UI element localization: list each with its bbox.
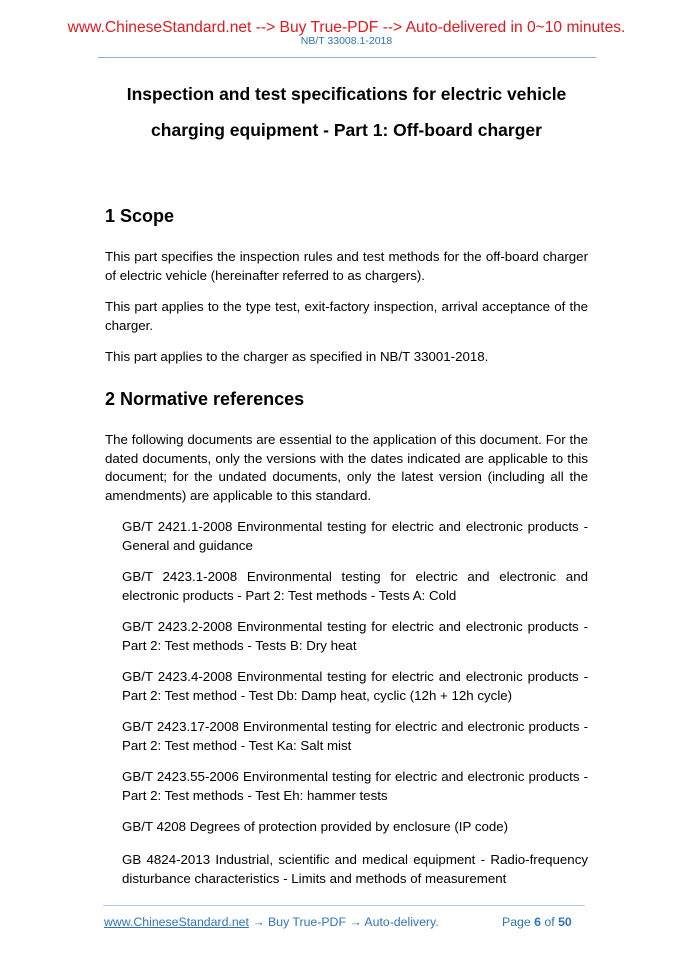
reference-item: GB/T 4208 Degrees of protection provided by enclosure (IP code)	[122, 819, 509, 834]
footer-tagline: → Buy True-PDF → Auto-delivery.	[248, 915, 439, 929]
page-label: Page	[502, 915, 531, 929]
scope-paragraph: This part applies to the type test, exit-factory inspection, arrival acceptance of the charger.	[105, 299, 588, 333]
reference-item: GB/T 2423.4-2008 Environmental testing for electric and electronic products - Part 2: Test method - Test Db: Damp heat, cyclic (12h + 12h cycle)	[122, 669, 588, 703]
normative-intro-paragraph: The following documents are essential to the application of this document. For the dated documents, only the versions with the dates indicated are applicable to this document; for the undated documents, only the latest version (including all the amendments) are applicable to this standard.	[105, 432, 588, 503]
page-total: 50	[558, 915, 572, 929]
scope-paragraph: This part applies to the charger as specified in NB/T 33001-2018.	[105, 349, 489, 364]
reference-item: GB 4824-2013 Industrial, scientific and medical equipment - Radio-frequency disturbance characteristics - Limits and methods of measurement	[122, 852, 588, 886]
header-divider	[98, 57, 596, 58]
page-indicator	[502, 915, 572, 930]
scope-paragraph: This part specifies the inspection rules and test methods for the off-board charger of electric vehicle (hereinafter referred to as chargers).	[105, 249, 588, 283]
page-current: 6	[534, 915, 541, 929]
document-title-line-1: Inspection and test specifications for electric vehicle	[126, 84, 567, 104]
page-of-label: of	[544, 915, 555, 929]
section-heading-scope: 1 Scope	[105, 206, 175, 226]
reference-item: GB/T 2421.1-2008 Environmental testing for electric and electronic products - General and guidance	[122, 519, 588, 553]
section-heading-normative-references: 2 Normative references	[105, 389, 305, 409]
reference-item: GB/T 2423.55-2006 Environmental testing for electric and electronic products - Part 2: Test methods - Test Eh: hammer tests	[122, 769, 588, 803]
footer-divider	[103, 905, 585, 906]
reference-item: GB/T 2423.2-2008 Environmental testing for electric and electronic products - Part 2: Test methods - Tests B: Dry heat	[122, 619, 588, 653]
footer-promo	[104, 915, 439, 930]
reference-item: GB/T 2423.17-2008 Environmental testing for electric and electronic products - Part 2: Test method - Test Ka: Salt mist	[122, 719, 588, 753]
document-code: NB/T 33008.1-2018	[300, 35, 393, 47]
promo-banner: www.ChineseStandard.net --> Buy True-PDF --> Auto-delivered in 0~10 minutes.	[67, 19, 626, 36]
reference-item: GB/T 2423.1-2008 Environmental testing for electric and electronic and electronic products - Part 2: Test methods - Tests A: Cold	[122, 569, 588, 603]
footer-website-link[interactable]: www.ChineseStandard.net	[104, 915, 249, 929]
document-title-line-2: charging equipment - Part 1: Off-board charger	[151, 120, 542, 140]
